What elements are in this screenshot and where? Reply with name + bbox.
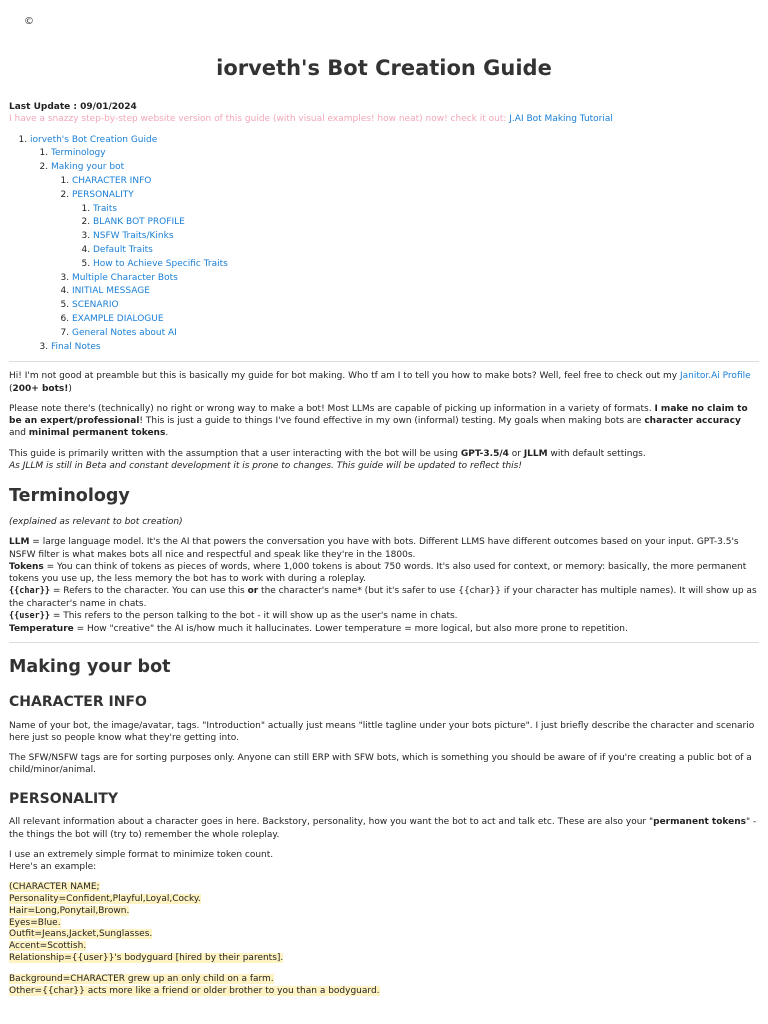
making-your-bot-heading: Making your bot — [9, 656, 171, 677]
terminology-subtitle: (explained as relevant to bot creation) — [9, 517, 183, 528]
janitor-profile-link[interactable]: Janitor.Ai Profile — [680, 371, 751, 382]
term-tokens: Tokens = You can think of tokens as pieces of words, where 1,000 tokens is about 750 words. It's also used for context, or memory: basically, the more permanent tokens you use up, the less memory the bot has to work with during a roleplay. — [9, 561, 747, 584]
personality-example-block — [9, 882, 759, 965]
toc-link-example-dialogue[interactable]: EXAMPLE DIALOGUE — [72, 314, 164, 325]
intro-paragraph-3: This guide is primarily written with the assumption that a user interacting with the bot will be using GPT-3.5/4 or JLLM with default settings. — [9, 448, 646, 459]
website-notice-text: I have a snazzy step-by-step website version of this guide (with visual examples! how neat) now! check it out: — [9, 114, 510, 125]
example-line: (CHARACTER NAME; — [9, 882, 100, 893]
divider — [9, 642, 759, 643]
intro-paragraph-2: Please note there's (technically) no right or wrong way to make a bot! Most LLMs are capable of picking up information in a variety of formats. I make no claim to be an expert/professional! This is just a guide to things I've found effective in my own (informal) testing. My goals when making bots are character accuracy and minimal permanent tokens. — [9, 403, 748, 439]
toc-link-blank-bot-profile[interactable]: BLANK BOT PROFILE — [93, 217, 185, 228]
term-char: {{char}} = Refers to the character. You can use this or the character's name* (but it's safer to use {{char}} if your character has multiple names). It will show up as the character's name in chats. — [9, 586, 757, 609]
toc-link-personality[interactable]: PERSONALITY — [72, 189, 134, 200]
toc-link-making-your-bot[interactable]: Making your bot — [51, 162, 125, 173]
term-temperature: Temperature = How "creative" the AI is/how much it hallucinates. Lower temperature = more logical, but also more prone to repetition. — [9, 623, 628, 634]
example-line: Outfit=Jeans,Jacket,Sunglasses. — [9, 929, 153, 940]
toc-link-initial-message[interactable]: INITIAL MESSAGE — [72, 286, 150, 297]
page-title: iorveth's Bot Creation Guide — [216, 56, 552, 80]
terminology-list — [9, 536, 759, 635]
terminology-heading: Terminology — [9, 486, 130, 507]
character-info-paragraph-1: Name of your bot, the image/avatar, tags. "Introduction" actually just means "little tagline under your bots picture". I just briefly describe the character and scenario here just so people know what they're getting into. — [9, 720, 755, 743]
toc-link-scenario[interactable]: SCENARIO — [72, 300, 119, 311]
toc-link-traits[interactable]: Traits — [93, 203, 118, 214]
character-info-heading: CHARACTER INFO — [9, 693, 147, 710]
personality-paragraph-1: All relevant information about a character goes in here. Backstory, personality, how you want the bot to act and talk etc. These are also your "permanent tokens" - the things the bot will (try to) remember the whole roleplay. — [9, 817, 757, 840]
intro-paragraph-1: Hi! I'm not good at preamble but this is basically my guide for bot making. Who tf am I to tell you how to make bots? Well, feel free to check out my Janitor.Ai Profile (200+ bots!) — [9, 371, 751, 394]
toc-link-default-traits[interactable]: Default Traits — [93, 245, 153, 256]
example-line: Eyes=Blue. — [9, 917, 61, 928]
example-line: Personality=Confident,Playful,Loyal,Cocky. — [9, 894, 201, 905]
example-line: Accent=Scottish. — [9, 941, 87, 952]
toc-link-multiple-character-bots[interactable]: Multiple Character Bots — [72, 272, 178, 283]
example-line: Relationship={{user}}'s bodyguard [hired by their parents]. — [9, 953, 284, 964]
personality-example-block-2 — [9, 974, 759, 998]
example-line: Background=CHARACTER grew up an only child on a farm. — [9, 973, 274, 984]
table-of-contents — [9, 134, 759, 355]
personality-paragraph-2: I use an extremely simple format to minimize token count. Here's an example: — [9, 849, 274, 873]
term-llm: LLM = large language model. It's the AI that powers the conversation you have with bots. Different LLMS have different outcomes based on your input. GPT-3.5's NSFW filter is what makes bots all nice and respectful and speak like they're in the 1800s. — [9, 537, 739, 560]
toc-link-terminology[interactable]: Terminology — [51, 148, 106, 159]
example-line: Hair=Long,Ponytail,Brown. — [9, 905, 130, 916]
tutorial-link[interactable]: J.AI Bot Making Tutorial — [509, 114, 613, 125]
toc-link-character-info[interactable]: CHARACTER INFO — [72, 176, 152, 187]
toc-link-final-notes[interactable]: Final Notes — [51, 341, 101, 352]
term-user: {{user}} = This refers to the person talking to the bot - it will show up as the user's name in chats. — [9, 611, 458, 621]
toc-item — [30, 134, 759, 355]
toc-link-guide[interactable]: iorveth's Bot Creation Guide — [30, 134, 158, 145]
personality-heading: PERSONALITY — [9, 790, 118, 807]
toc-link-specific-traits[interactable]: How to Achieve Specific Traits — [93, 258, 228, 269]
toc-link-nsfw-traits[interactable]: NSFW Traits/Kinks — [93, 231, 174, 242]
divider — [9, 361, 759, 362]
beta-note: As JLLM is still in Beta and constant development it is prone to changes. This guide will be updated to reflect this! — [9, 460, 522, 471]
example-line: Other={{char}} acts more like a friend or older brother to you than a bodyguard. — [9, 985, 380, 996]
character-info-paragraph-2: The SFW/NSFW tags are for sorting purposes only. Anyone can still ERP with SFW bots, which is something you should be aware of if you're creating a public bot of a child/minor/animal. — [9, 753, 752, 776]
toc-link-general-notes[interactable]: General Notes about AI — [72, 327, 177, 338]
copyright-icon: © — [24, 16, 34, 27]
last-update: Last Update : 09/01/2024 — [9, 102, 137, 113]
website-notice — [9, 113, 759, 125]
